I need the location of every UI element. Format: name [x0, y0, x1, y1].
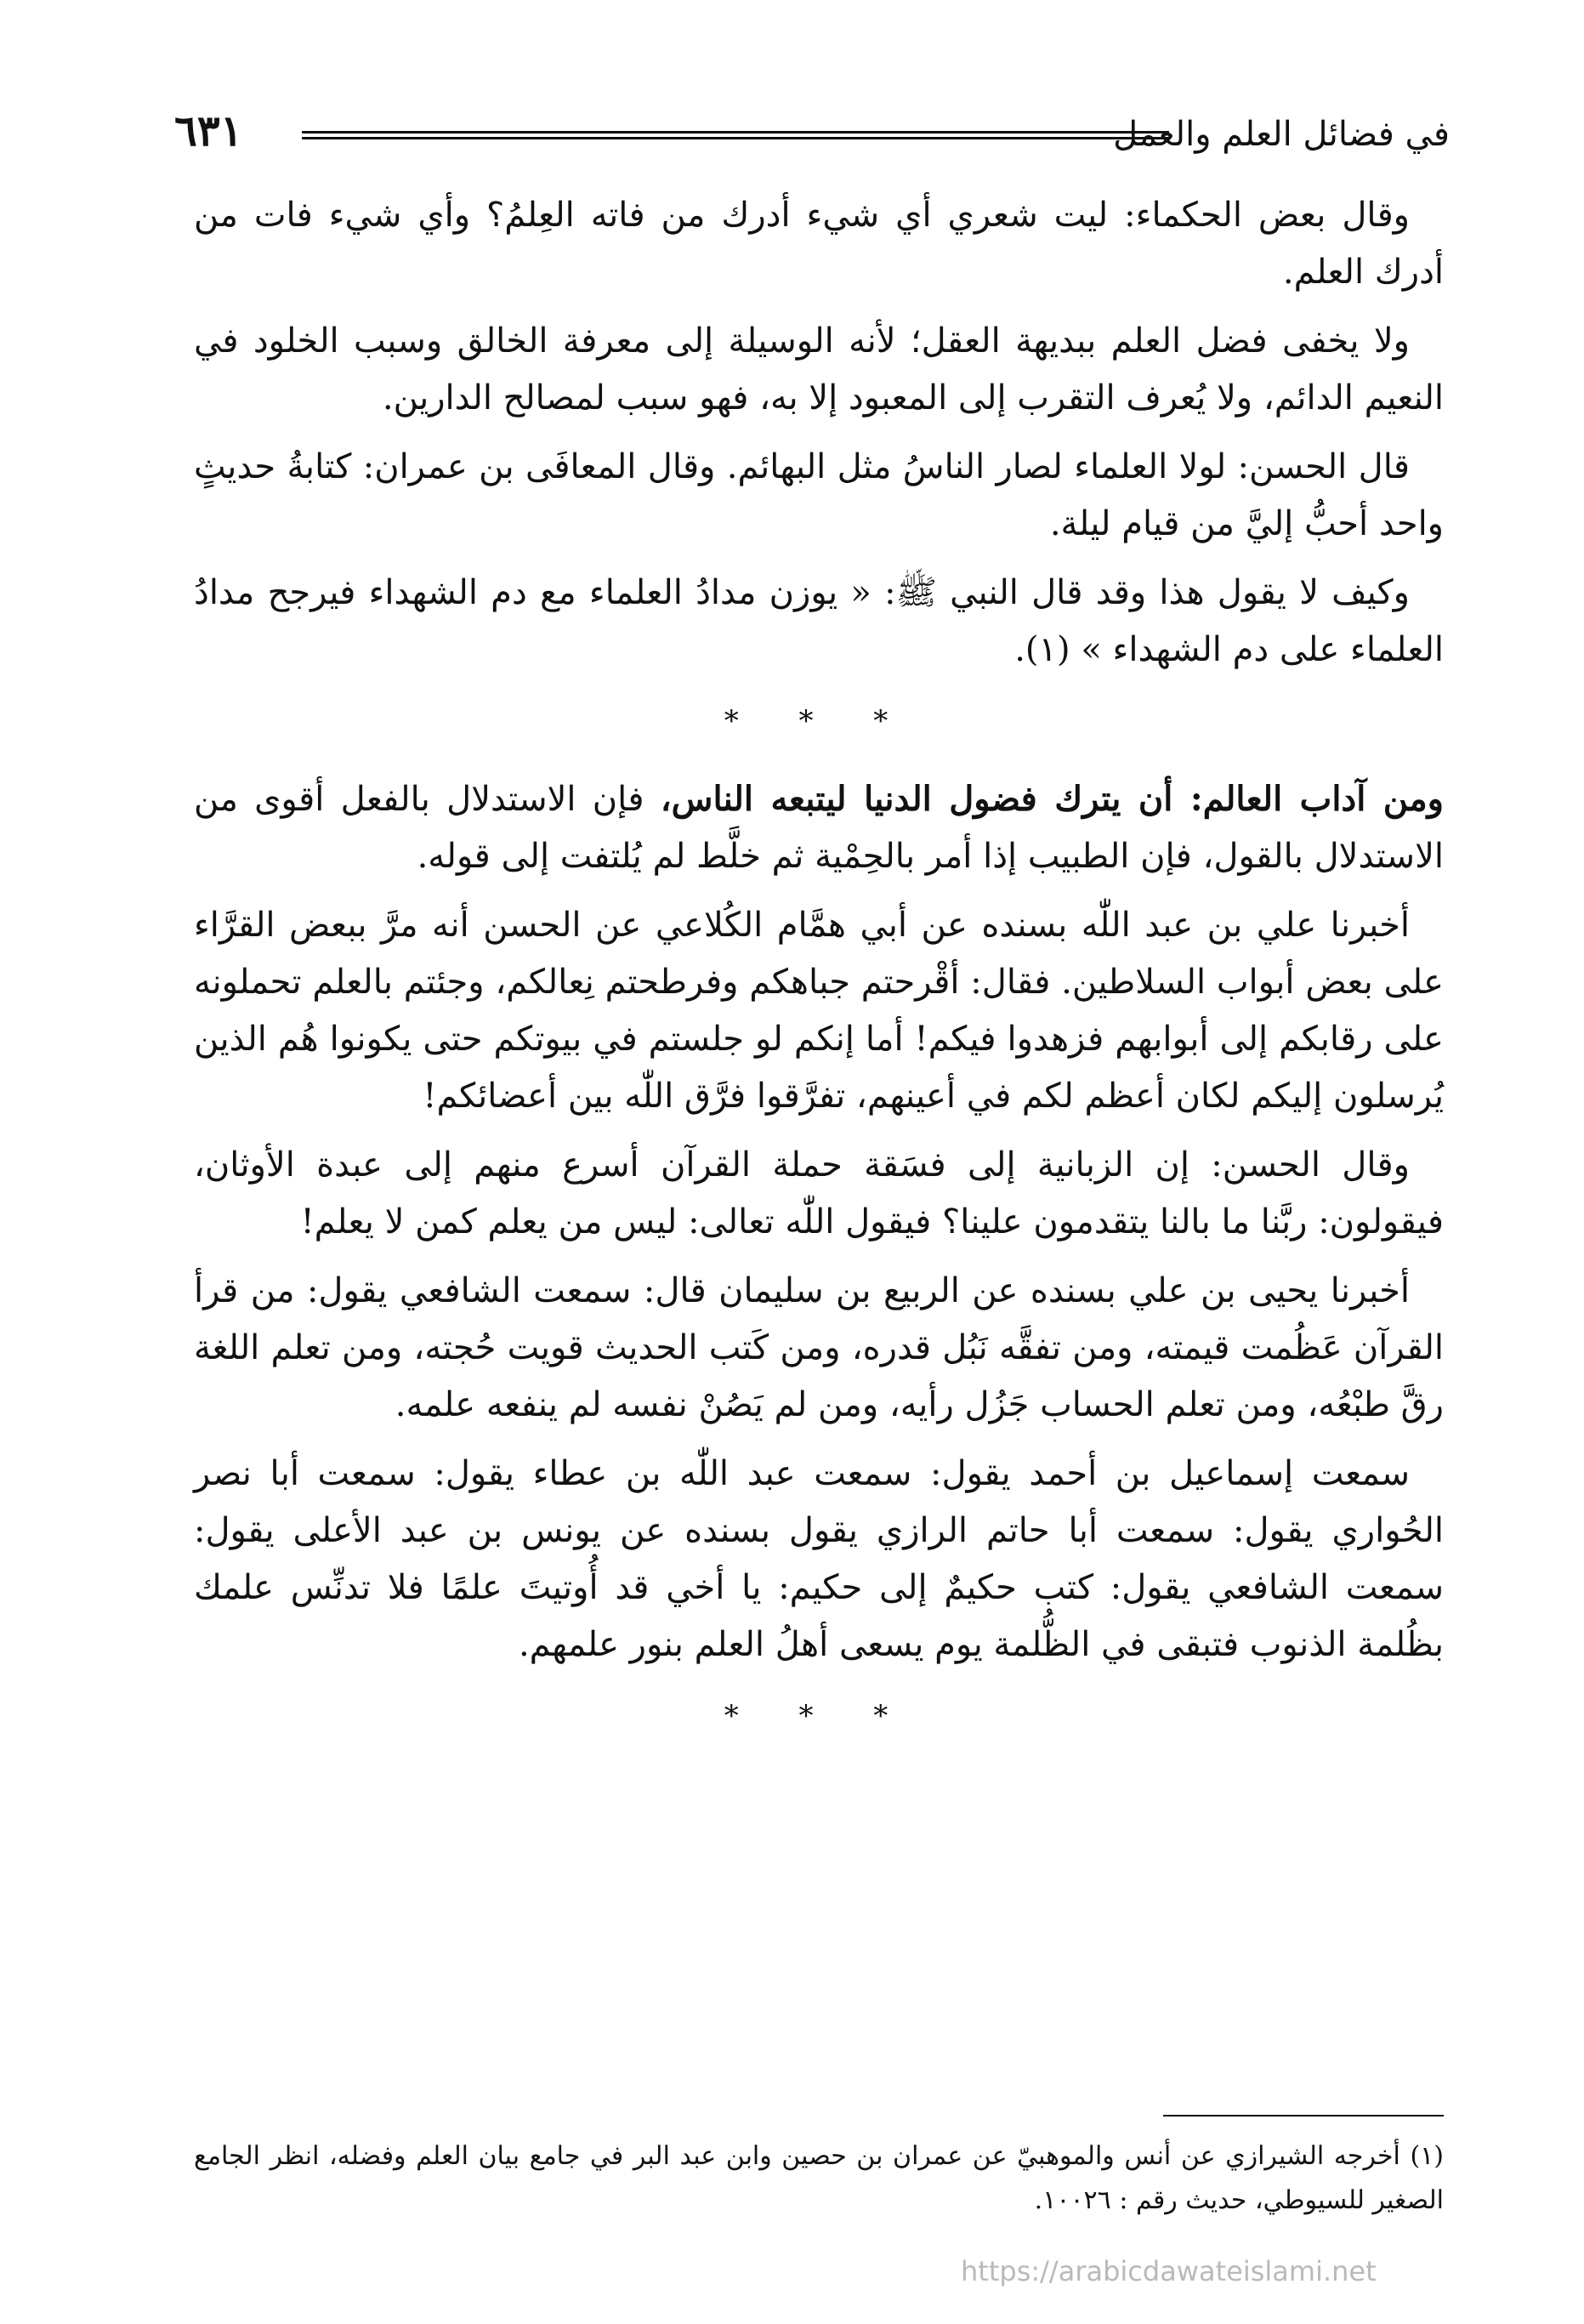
paragraph-text: وقال بعض الحكماء: ليت شعري أي شيء أدرك من فاته العِلمُ؟ وأي شيء فات من أدرك العلم.	[194, 196, 1444, 292]
paragraph	[194, 187, 1444, 301]
paragraph-text: أخبرنا علي بن عبد اللّٰه بسنده عن أبي همَّام الكُلاعي عن الحسن أنه مرَّ ببعض القرَّاء على بعض أبواب السلاطين. فقال: أقْرحتم جباهكم وفرطحتم نِعالكم، وجئتم بالعلم تحملونه على رقابكم إلى أبوابهم فزهدوا فيكم! أما إنكم لو جلستم في بيوتكم حتى يكونوا هُم الذين يُرسلون إليكم لكان أعظم لكم في أعينهم، تفرَّقوا فرَّق اللّٰه بين أعضائكم!	[194, 906, 1444, 1116]
footnote-rule	[1163, 2115, 1444, 2117]
paragraph	[194, 1137, 1444, 1251]
paragraph-text: ولا يخفى فضل العلم ببديهة العقل؛ لأنه الوسيلة إلى معرفة الخالق وسبب الخلود في النعيم الدائم، ولا يُعرف التقرب إلى المعبود إلا به، فهو سبب لمصالح الدارين.	[194, 321, 1444, 418]
paragraph	[194, 565, 1444, 679]
section-lead: ومن آداب العالم: أن يترك فضول الدنيا ليتبعه الناس،	[660, 779, 1445, 819]
section-separator: * * *	[724, 704, 914, 738]
paragraph-text: فإن الاستدلال بالفعل أقوى من الاستدلال بالقول، فإن الطبيب إذا أمر بالحِمْية ثم خلَّط لم يُلتفت إلى قوله.	[194, 780, 1444, 876]
paragraph	[194, 1263, 1444, 1434]
paragraph	[194, 439, 1444, 553]
paragraph-text: أخبرنا يحيى بن علي بسنده عن الربيع بن سليمان قال: سمعت الشافعي يقول: من قرأ القرآن عَظُمت قيمته، ومن تفقَّه نَبُل قدره، ومن كَتب الحديث قويت حُجته، ومن تعلم اللغة رقَّ طبْعُه، ومن تعلم الحساب جَزُل رأيه، ومن لم يَصُنْ نفسه لم ينفعه علمه.	[194, 1271, 1444, 1424]
watermark-url: https://arabicdawateislami.net	[961, 2255, 1377, 2287]
paragraph-text: قال الحسن: لولا العلماء لصار الناسُ مثل البهائم. وقال المعافَى بن عمران: كتابةُ حديثٍ واحد أحبُّ إليَّ من قيام ليلة.	[194, 447, 1444, 543]
paragraph	[194, 1446, 1444, 1673]
footnotes	[194, 2134, 1444, 2223]
running-header	[174, 105, 1450, 168]
section-separator: * * *	[724, 1699, 914, 1733]
body-text	[194, 187, 1444, 1765]
paragraph	[194, 897, 1444, 1125]
footnote: (١) أخرجه الشيرازي عن أنس والموهبيّ عن عمران بن حصين وابن عبد البر في جامع بيان العلم وفضله، انظر الجامع الصغير للسيوطي، حديث رقم : ١٠٠٢٦.	[194, 2141, 1445, 2215]
header-rule	[302, 131, 1169, 139]
header-title: في فضائل العلم والعمل	[1113, 115, 1450, 154]
paragraph	[194, 313, 1444, 427]
paragraph-text: وقال الحسن: إن الزبانية إلى فسَقة حملة القرآن أسرع منهم إلى عبدة الأوثان، فيقولون: ربَّنا ما بالنا يتقدمون علينا؟ فيقول اللّٰه تعالى: ليس من يعلم كمن لا يعلم!	[194, 1145, 1444, 1242]
paragraph-text: سمعت إسماعيل بن أحمد يقول: سمعت عبد اللّٰه بن عطاء يقول: سمعت أبا نصر الحُواري يقول: سمعت أبا حاتم الرازي يقول بسنده عن يونس بن عبد الأعلى يقول: سمعت الشافعي يقول: كتب حكيمٌ إلى حكيم: يا أخي قد أُوتيتَ علمًا فلا تدنِّس علمك بظُلمة الذنوب فتبقى في الظُّلمة يوم يسعى أهلُ العلم بنور علمهم.	[194, 1454, 1444, 1664]
page-number: ٦٣١	[174, 105, 243, 156]
paragraph-text: وكيف لا يقول هذا وقد قال النبي ﷺ: « يوزن مدادُ العلماء مع دم الشهداء فيرجح مدادُ العلماء على دم الشهداء » (١).	[194, 573, 1444, 669]
paragraph	[194, 770, 1444, 885]
